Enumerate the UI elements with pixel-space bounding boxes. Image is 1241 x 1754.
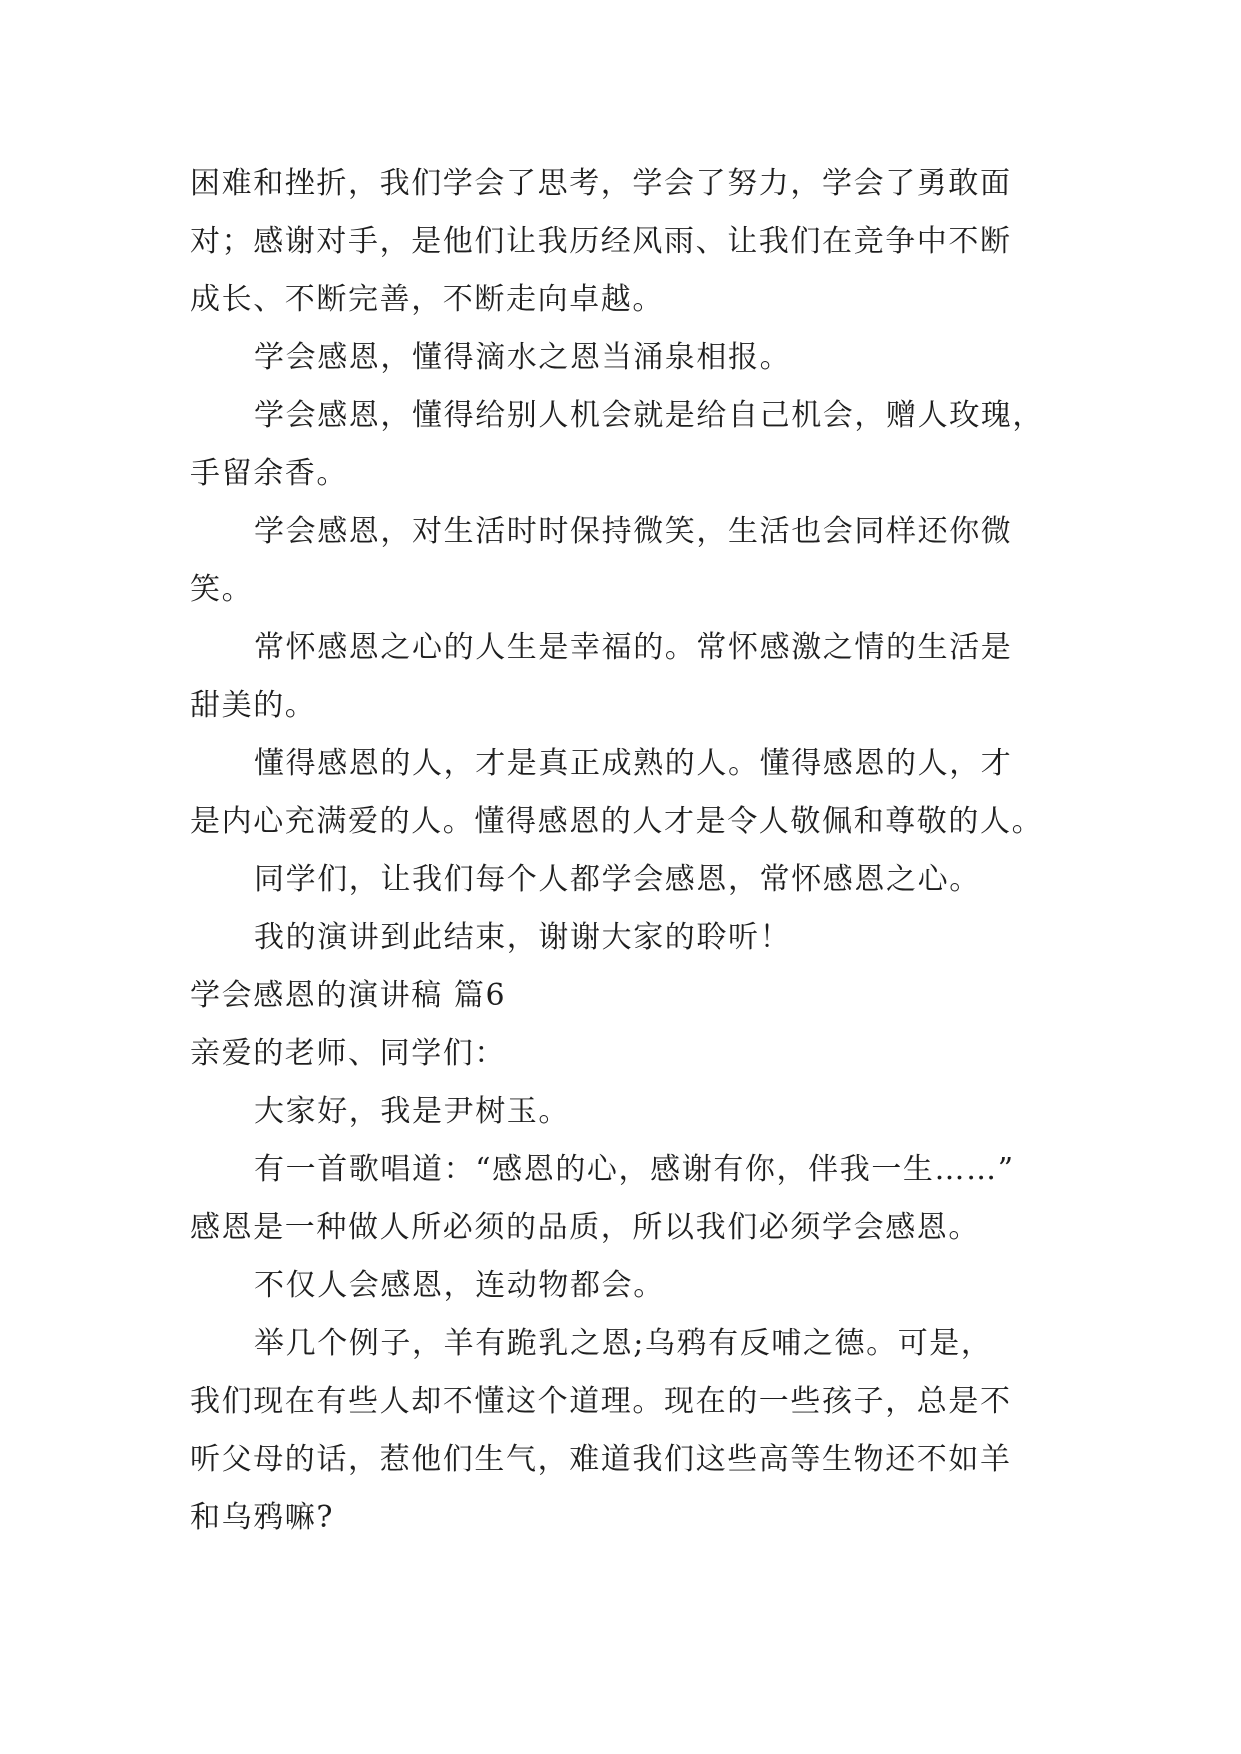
text-line: 我们现在有些人却不懂这个道理。现在的一些孩子，总是不 xyxy=(190,1384,1012,1419)
paragraph-line: 学会感恩，懂得滴水之恩当涌泉相报。 xyxy=(254,340,792,375)
paragraph-line: 同学们，让我们每个人都学会感恩，常怀感恩之心。 xyxy=(254,862,981,897)
paragraph-line: 不仅人会感恩，连动物都会。 xyxy=(254,1268,665,1303)
text-line: 手留余香。 xyxy=(190,456,348,491)
salutation: 亲爱的老师、同学们： xyxy=(190,1036,506,1071)
section-heading: 学会感恩的演讲稿 篇6 xyxy=(190,978,507,1013)
paragraph-line: 懂得感恩的人，才是真正成熟的人。懂得感恩的人，才 xyxy=(254,746,1013,781)
text-line: 是内心充满爱的人。懂得感恩的人才是令人敬佩和尊敬的人。 xyxy=(190,804,1044,839)
paragraph-line: 常怀感恩之心的人生是幸福的。常怀感激之情的生活是 xyxy=(254,630,1013,665)
text-line: 听父母的话，惹他们生气，难道我们这些高等生物还不如羊 xyxy=(190,1442,1012,1477)
text-line: 感恩是一种做人所必须的品质，所以我们必须学会感恩。 xyxy=(190,1210,980,1245)
text-line: 成长、不断完善，不断走向卓越。 xyxy=(190,282,664,317)
text-line: 甜美的。 xyxy=(190,688,317,723)
text-line: 困难和挫折，我们学会了思考，学会了努力，学会了勇敢面 xyxy=(190,166,1012,201)
paragraph-line: 学会感恩，对生活时时保持微笑，生活也会同样还你微 xyxy=(254,514,1013,549)
text-line: 和乌鸦嘛? xyxy=(190,1500,335,1535)
paragraph-line: 大家好，我是尹树玉。 xyxy=(254,1094,570,1129)
paragraph-line: 举几个例子，羊有跪乳之恩;乌鸦有反哺之德。可是， xyxy=(254,1326,993,1361)
paragraph-line: 学会感恩，懂得给别人机会就是给自己机会，赠人玫瑰， xyxy=(254,398,1044,433)
text-line: 笑。 xyxy=(190,572,254,607)
text-line: 对；感谢对手，是他们让我历经风雨、让我们在竞争中不断 xyxy=(190,224,1012,259)
paragraph-line: 我的演讲到此结束，谢谢大家的聆听！ xyxy=(254,920,792,955)
paragraph-line: 有一首歌唱道：“感恩的心，感谢有你，伴我一生……” xyxy=(254,1152,1015,1187)
